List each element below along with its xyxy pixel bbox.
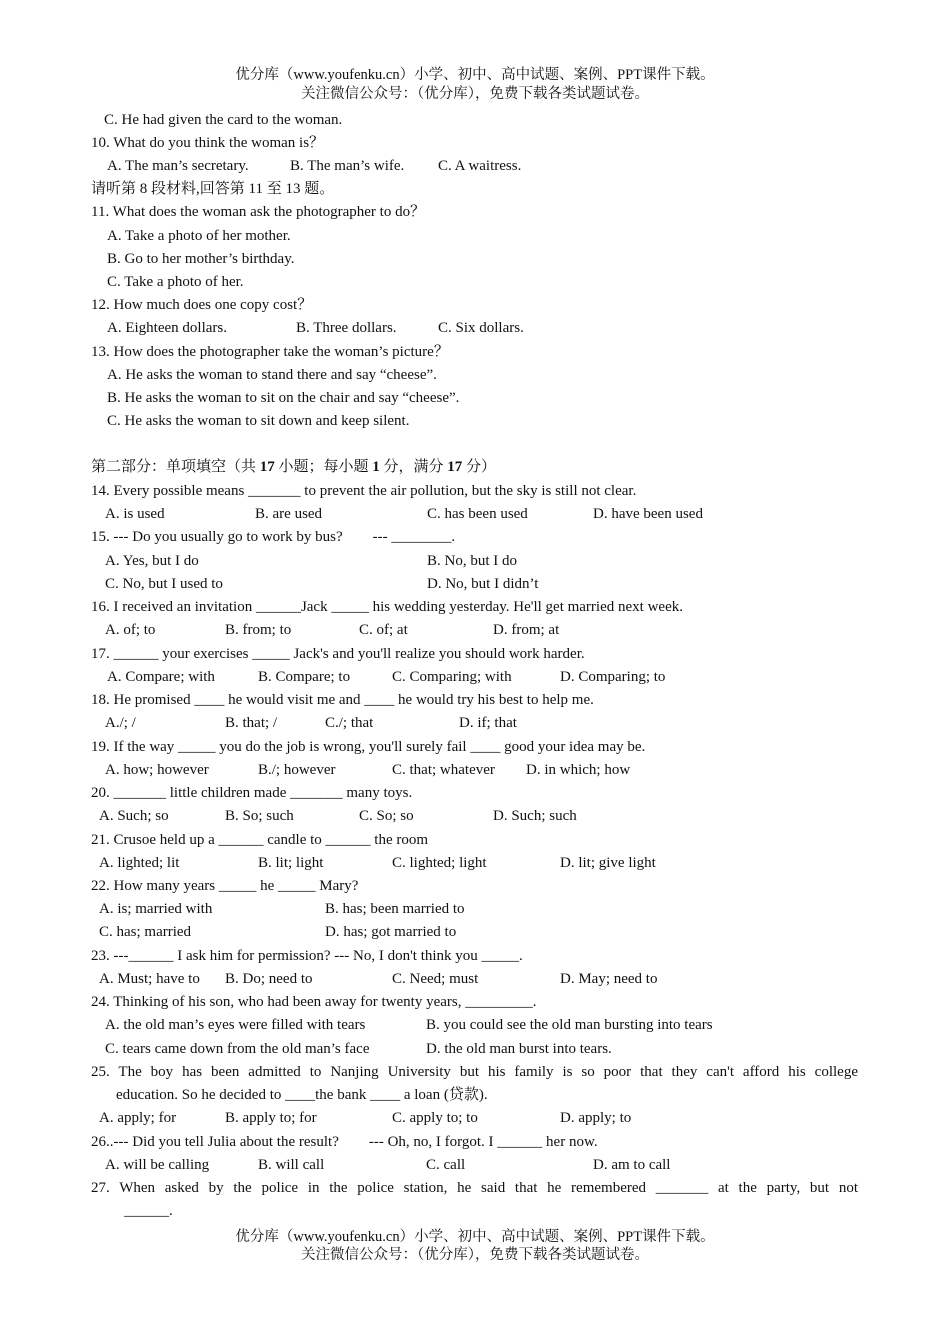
q26-option-c: C. call	[426, 1157, 466, 1173]
q20-option-b: B. So; such	[225, 808, 294, 824]
header-line-2: 关注微信公众号：（优分库），免费下载各类试题试卷。	[301, 86, 649, 102]
q13-option-c: C. He asks the woman to sit down and keep silent.	[107, 413, 410, 429]
q23-option-a: A. Must; have to	[99, 971, 200, 987]
q16-option-d: D. from; at	[493, 622, 560, 638]
q12-option-b: B. Three dollars.	[296, 320, 397, 336]
q11-option-c: C. Take a photo of her.	[107, 274, 244, 290]
q9-option-c: C. He had given the card to the woman.	[104, 112, 343, 128]
q25-option-a: A. apply; for	[99, 1110, 177, 1126]
question-27-line-2: ______.	[124, 1203, 173, 1219]
q25-option-b: B. apply to; for	[225, 1110, 317, 1126]
q16-option-c: C. of; at	[359, 622, 408, 638]
q24-option-a: A. the old man’s eyes were filled with tears	[105, 1017, 366, 1033]
section-2-suffix: 分）	[466, 459, 497, 475]
q21-option-b: B. lit; light	[258, 855, 324, 871]
q19-option-b: B./; however	[258, 762, 336, 778]
q20-option-a: A. Such; so	[99, 808, 169, 824]
q23-option-b: B. Do; need to	[225, 971, 313, 987]
q10-option-b: B. The man’s wife.	[290, 158, 405, 174]
question-22: 22. How many years _____ he _____ Mary?	[91, 878, 359, 894]
question-25-line-1: 25. The boy has been admitted to Nanjing University but his family is so poor that they can't afford his college	[91, 1064, 858, 1080]
question-26: 26..--- Did you tell Julia about the result? --- Oh, no, I forgot. I ______ her now.	[91, 1134, 598, 1150]
q17-option-d: D. Comparing; to	[560, 669, 666, 685]
q22-option-a: A. is; married with	[99, 901, 213, 917]
q16-option-b: B. from; to	[225, 622, 292, 638]
q12-option-c: C. Six dollars.	[438, 320, 524, 336]
q26-option-b: B. will call	[258, 1157, 325, 1173]
q18-option-b: B. that; /	[225, 715, 278, 731]
question-18: 18. He promised ____ he would visit me and ____ he would try his best to help me.	[91, 692, 594, 708]
q26-option-a: A. will be calling	[105, 1157, 210, 1173]
q24-option-b: B. you could see the old man bursting into tears	[426, 1017, 713, 1033]
q14-option-c: C. has been used	[427, 506, 528, 522]
question-20: 20. _______ little children made _______ many toys.	[91, 785, 413, 801]
q18-option-a: A./; /	[105, 715, 136, 731]
q10-option-a: A. The man’s secretary.	[107, 158, 249, 174]
q20-option-d: D. Such; such	[493, 808, 577, 824]
q24-option-c: C. tears came down from the old man’s face	[105, 1041, 370, 1057]
q11-option-a: A. Take a photo of her mother.	[107, 228, 291, 244]
section-2-mid: 小题；每小题	[278, 459, 369, 475]
q18-option-c: C./; that	[325, 715, 374, 731]
q19-option-d: D. in which; how	[526, 762, 631, 778]
question-16: 16. I received an invitation ______Jack _____ his wedding yesterday. He'll get married next week.	[91, 599, 683, 615]
q22-option-d: D. has; got married to	[325, 924, 457, 940]
q22-option-c: C. has; married	[99, 924, 192, 940]
q16-option-a: A. of; to	[105, 622, 156, 638]
question-11: 11. What does the woman ask the photographer to do？	[91, 204, 426, 220]
q15-option-b: B. No, but I do	[427, 553, 517, 569]
q19-option-a: A. how; however	[105, 762, 209, 778]
question-17: 17. ______ your exercises _____ Jack's and you'll realize you should work harder.	[91, 646, 585, 662]
section-2-count: 17	[259, 459, 275, 475]
question-21: 21. Crusoe held up a ______ candle to ______ the room	[91, 832, 429, 848]
question-13: 13. How does the photographer take the woman’s picture？	[91, 344, 449, 360]
q22-option-b: B. has; been married to	[325, 901, 465, 917]
question-19: 19. If the way _____ you do the job is wrong, you'll surely fail ____ good your idea may be.	[91, 739, 646, 755]
q19-option-c: C. that; whatever	[392, 762, 495, 778]
question-23: 23. ---______ I ask him for permission? --- No, I don't think you _____.	[91, 948, 523, 964]
footer-line-1: 优分库（www.youfenku.cn）小学、初中、高中试题、案例、PPT课件下载。	[235, 1229, 715, 1245]
q15-option-a: A. Yes, but I do	[105, 553, 199, 569]
q17-option-a: A. Compare; with	[107, 669, 215, 685]
q18-option-d: D. if; that	[459, 715, 517, 731]
question-10: 10. What do you think the woman is？	[91, 135, 325, 151]
q17-option-b: B. Compare; to	[258, 669, 351, 685]
q14-option-a: A. is used	[105, 506, 165, 522]
question-27-line-1: 27. When asked by the police in the police station, he said that he remembered _______ at the party, but not	[91, 1180, 858, 1196]
question-15: 15. --- Do you usually go to work by bus? --- ________.	[91, 529, 456, 545]
q20-option-c: C. So; so	[359, 808, 414, 824]
q14-option-d: D. have been used	[593, 506, 703, 522]
q15-option-d: D. No, but I didn’t	[427, 576, 539, 592]
q25-option-c: C. apply to; to	[392, 1110, 478, 1126]
q13-option-a: A. He asks the woman to stand there and say “cheese”.	[107, 367, 437, 383]
header-line-1: 优分库（www.youfenku.cn）小学、初中、高中试题、案例、PPT课件下载。	[235, 67, 715, 83]
q17-option-c: C. Comparing; with	[392, 669, 512, 685]
q23-option-c: C. Need; must	[392, 971, 479, 987]
section-2-each: 1	[372, 459, 380, 475]
q24-option-d: D. the old man burst into tears.	[426, 1041, 612, 1057]
q15-option-c: C. No, but I used to	[105, 576, 223, 592]
listening-instruction-8: 请听第 8 段材料,回答第 11 至 13 题。	[91, 181, 335, 197]
question-25-line-2: education. So he decided to ____the bank ____ a loan (贷款).	[116, 1087, 488, 1103]
section-2-mid2: 分，满分	[383, 459, 444, 475]
q11-option-b: B. Go to her mother’s birthday.	[107, 251, 295, 267]
section-2-prefix: 第二部分：单项填空（共	[91, 459, 257, 475]
q23-option-d: D. May; need to	[560, 971, 658, 987]
question-12: 12. How much does one copy cost？	[91, 297, 313, 313]
q21-option-d: D. lit; give light	[560, 855, 656, 871]
question-24: 24. Thinking of his son, who had been away for twenty years, _________.	[91, 994, 537, 1010]
q21-option-a: A. lighted; lit	[99, 855, 180, 871]
section-2-heading	[91, 457, 496, 477]
footer-line-2: 关注微信公众号：（优分库），免费下载各类试题试卷。	[301, 1247, 649, 1263]
question-14: 14. Every possible means _______ to prevent the air pollution, but the sky is still not clear.	[91, 483, 637, 499]
q13-option-b: B. He asks the woman to sit on the chair and say “cheese”.	[107, 390, 460, 406]
q10-option-c: C. A waitress.	[438, 158, 522, 174]
q25-option-d: D. apply; to	[560, 1110, 632, 1126]
section-2-total: 17	[447, 459, 463, 475]
q12-option-a: A. Eighteen dollars.	[107, 320, 227, 336]
q21-option-c: C. lighted; light	[392, 855, 487, 871]
q14-option-b: B. are used	[255, 506, 323, 522]
q26-option-d: D. am to call	[593, 1157, 671, 1173]
